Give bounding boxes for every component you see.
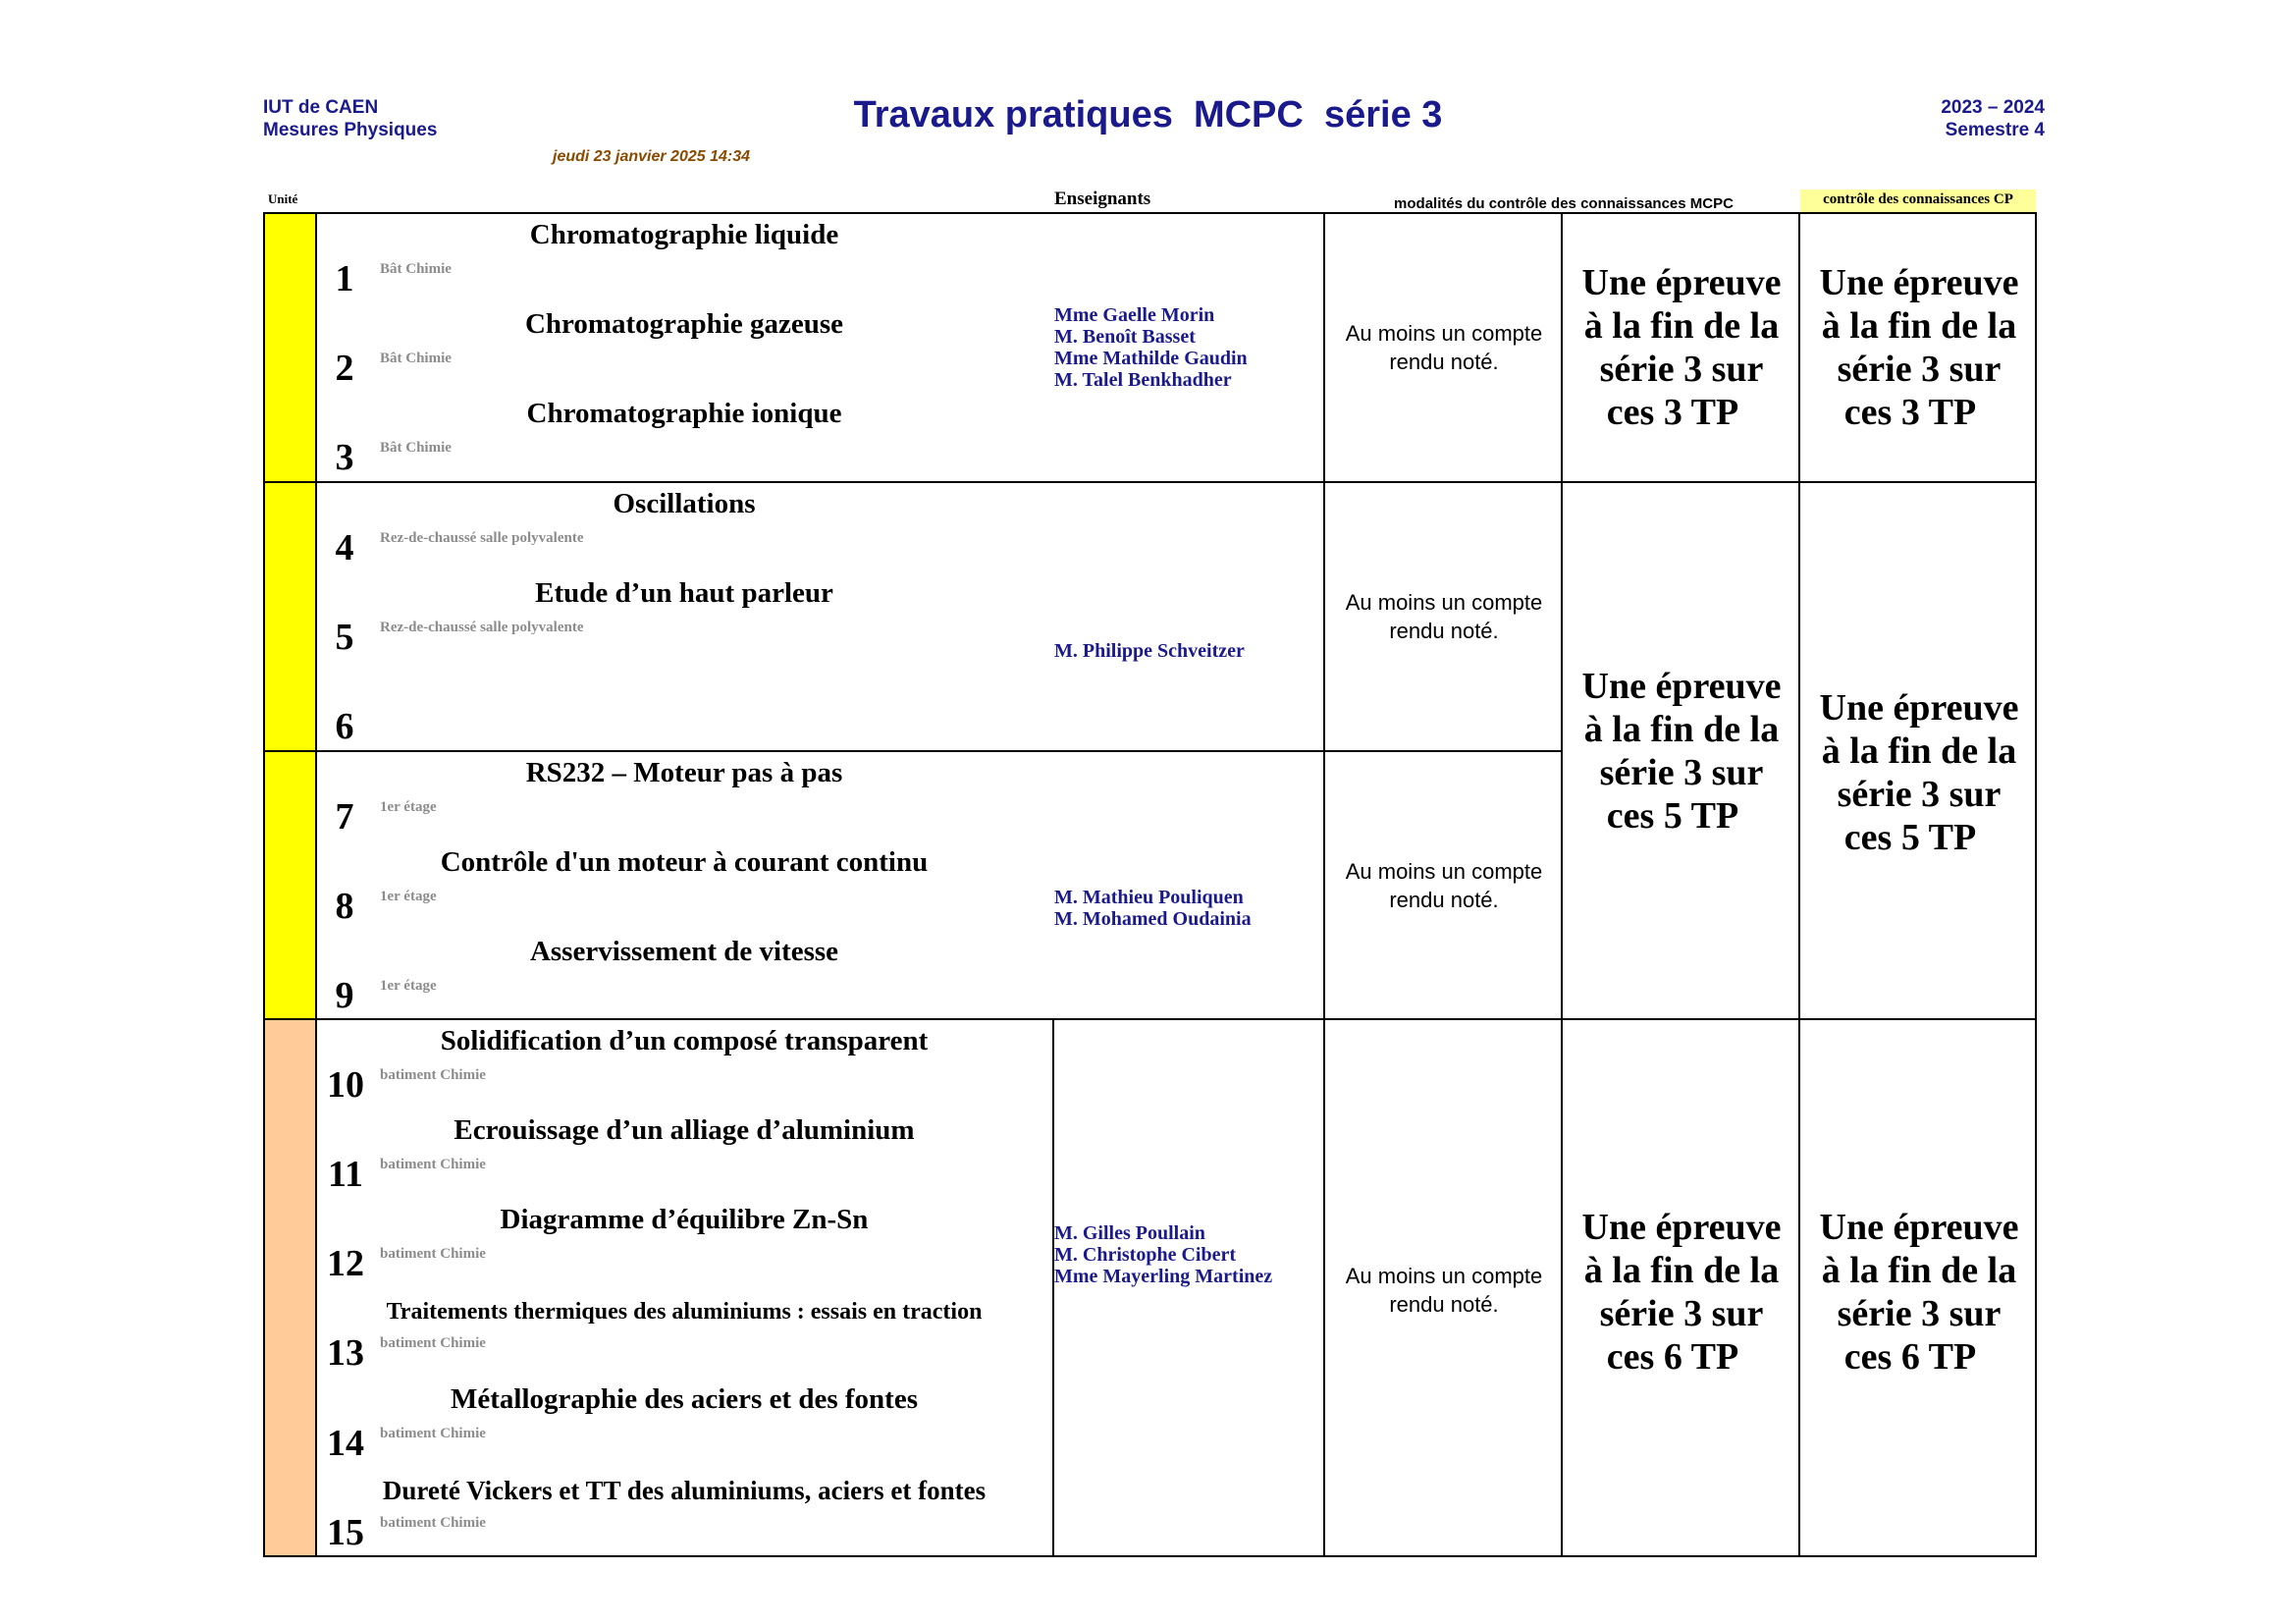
tp-number: 14 [327, 1423, 364, 1464]
teachers-group-1 [1054, 304, 1248, 391]
tp-location: 1er étage [380, 889, 437, 904]
tp-title: Asservissement de vitesse [529, 936, 839, 967]
tp-location: batiment Chimie [380, 1335, 486, 1351]
epreuve-line: série 3 sur [1837, 1293, 2002, 1334]
teacher-name: M. Philippe Schveitzer [1054, 640, 1245, 662]
epreuve-line: ces 3 TP [1843, 392, 1977, 433]
unit-bar-orange [263, 1019, 316, 1556]
teachers-group-4 [1054, 1222, 1272, 1287]
teacher-name: M. Benoît Basset [1054, 326, 1196, 348]
tp-location: batiment Chimie [380, 1157, 486, 1172]
table-border-top [263, 212, 2037, 214]
row-divider-2b [1325, 750, 1563, 752]
col-header-cp: contrôle des connaissances CP [1800, 189, 2036, 212]
tp-title: Contrôle d'un moteur à courant continu [440, 846, 929, 878]
epreuve-line: série 3 sur [1599, 752, 1764, 793]
print-date: jeudi 23 janvier 2025 14:34 [553, 148, 751, 165]
row-divider-1 [263, 481, 2037, 483]
epreuve-mcpc-5 [1563, 665, 1800, 838]
teacher-divider-group4 [1052, 1018, 1054, 1557]
tp-number: 9 [335, 975, 354, 1016]
tp-title: Chromatographie liquide [529, 219, 839, 250]
tp-location: batiment Chimie [380, 1067, 486, 1083]
tp-number: 10 [327, 1064, 364, 1106]
epreuve-mcpc-6 [1563, 1206, 1800, 1379]
tp-number: 2 [335, 348, 354, 389]
tp-location: batiment Chimie [380, 1246, 486, 1262]
semester: Semestre 4 [1945, 120, 2045, 140]
epreuve-line: à la fin de la [1583, 1250, 1780, 1291]
tp-title: Ecrouissage d’un alliage d’aluminium [454, 1114, 915, 1146]
epreuve-line: à la fin de la [1583, 305, 1780, 347]
tp-number: 4 [335, 527, 354, 568]
tp-title: Etude d’un haut parleur [535, 577, 833, 609]
school-year: 2023 – 2024 [1941, 97, 2045, 118]
teacher-name: M. Talel Benkhadher [1054, 369, 1232, 391]
tp-location: 1er étage [380, 799, 437, 815]
teacher-name: Mme Mathilde Gaudin [1054, 348, 1248, 369]
year-block [1941, 96, 2045, 141]
tp-title: Diagramme d’équilibre Zn-Sn [500, 1204, 869, 1235]
tp-number: 15 [327, 1512, 364, 1553]
row-divider-3 [263, 1018, 2037, 1020]
col-header-unit: Unité [268, 191, 298, 206]
modalite-cell: Au moins un compte rendu noté. [1345, 859, 1543, 912]
epreuve-line: Une épreuve [1819, 687, 2019, 729]
epreuve-line: Une épreuve [1819, 1207, 2019, 1248]
modalite-cell: Au moins un compte rendu noté. [1345, 321, 1543, 374]
tp-title: Métallographie des aciers et des fontes [451, 1383, 918, 1415]
teacher-name: M. Mathieu Pouliquen [1054, 887, 1244, 908]
table-border-bottom [263, 1555, 2037, 1557]
teachers-group-2 [1054, 640, 1245, 662]
tp-location: Rez-de-chaussé salle polyvalente [380, 530, 584, 546]
tp-number: 8 [335, 886, 354, 927]
tp-number: 7 [335, 796, 354, 838]
tp-title: Chromatographie gazeuse [524, 308, 844, 340]
epreuve-line: Une épreuve [1581, 666, 1782, 707]
epreuve-line: ces 6 TP [1606, 1336, 1739, 1378]
col-header-teachers: Enseignants [1054, 189, 1151, 209]
epreuve-cp-3 [1800, 261, 2038, 434]
tp-number: 11 [328, 1154, 363, 1195]
epreuve-line: ces 5 TP [1606, 795, 1739, 837]
tp-location: Bât Chimie [380, 261, 452, 277]
teacher-name: M. Gilles Poullain [1054, 1222, 1205, 1244]
epreuve-line: ces 3 TP [1606, 392, 1739, 433]
epreuve-line: Une épreuve [1819, 262, 2019, 303]
tp-location: Rez-de-chaussé salle polyvalente [380, 620, 584, 635]
epreuve-line: série 3 sur [1599, 1293, 1764, 1334]
tp-location: 1er étage [380, 978, 437, 994]
table-border-left [263, 212, 265, 1557]
epreuve-line: série 3 sur [1837, 349, 2002, 390]
modalite-cell: Au moins un compte rendu noté. [1345, 1264, 1543, 1317]
institution: IUT de CAEN [263, 97, 379, 118]
epreuve-line: ces 6 TP [1843, 1336, 1977, 1378]
unit-bar-yellow [263, 213, 316, 1019]
tp-location: Bât Chimie [380, 351, 452, 366]
modalite-cell: Au moins un compte rendu noté. [1345, 590, 1543, 643]
epreuve-cp-6 [1800, 1206, 2038, 1379]
tp-location: batiment Chimie [380, 1426, 486, 1441]
tp-location: batiment Chimie [380, 1515, 486, 1531]
tp-number: 13 [327, 1332, 364, 1374]
tp-title: Solidification d’un composé transparent [440, 1025, 929, 1056]
teacher-name: M. Christophe Cibert [1054, 1244, 1236, 1266]
teachers-group-3 [1054, 887, 1252, 930]
tp-title: Dureté Vickers et TT des aluminiums, aciers et fontes [382, 1476, 987, 1505]
tp-title: Traitements thermiques des aluminiums : essais en traction [386, 1299, 983, 1325]
tp-title: Chromatographie ionique [526, 398, 842, 429]
epreuve-line: ces 5 TP [1843, 817, 1977, 858]
col-header-mcpc: modalités du contrôle des connaissances MCPC [1394, 195, 1734, 212]
epreuve-line: à la fin de la [1821, 305, 2017, 347]
page-title: Travaux pratiques MCPC série 3 [853, 94, 1443, 135]
tp-number: 3 [335, 437, 354, 478]
row-divider-2 [263, 750, 1325, 752]
tp-title: RS232 – Moteur pas à pas [525, 757, 843, 788]
tp-location: Bât Chimie [380, 440, 452, 456]
epreuve-line: série 3 sur [1599, 349, 1764, 390]
epreuve-line: Une épreuve [1581, 1207, 1782, 1248]
tp-number: 6 [335, 706, 354, 747]
epreuve-mcpc-3 [1563, 261, 1800, 434]
teacher-name: Mme Mayerling Martinez [1054, 1266, 1273, 1287]
epreuve-line: à la fin de la [1583, 709, 1780, 750]
tp-number: 1 [335, 258, 354, 299]
epreuve-line: série 3 sur [1837, 774, 2002, 815]
tp-title: Oscillations [613, 488, 756, 519]
department: Mesures Physiques [263, 120, 438, 140]
teacher-name: Mme Gaelle Morin [1054, 304, 1215, 326]
epreuve-line: à la fin de la [1821, 731, 2017, 772]
tp-number: 12 [327, 1243, 364, 1284]
epreuve-line: Une épreuve [1581, 262, 1782, 303]
epreuve-line: à la fin de la [1821, 1250, 2017, 1291]
tp-number: 5 [335, 617, 354, 658]
teacher-name: M. Mohamed Oudainia [1054, 908, 1252, 930]
epreuve-cp-5 [1800, 686, 2038, 859]
